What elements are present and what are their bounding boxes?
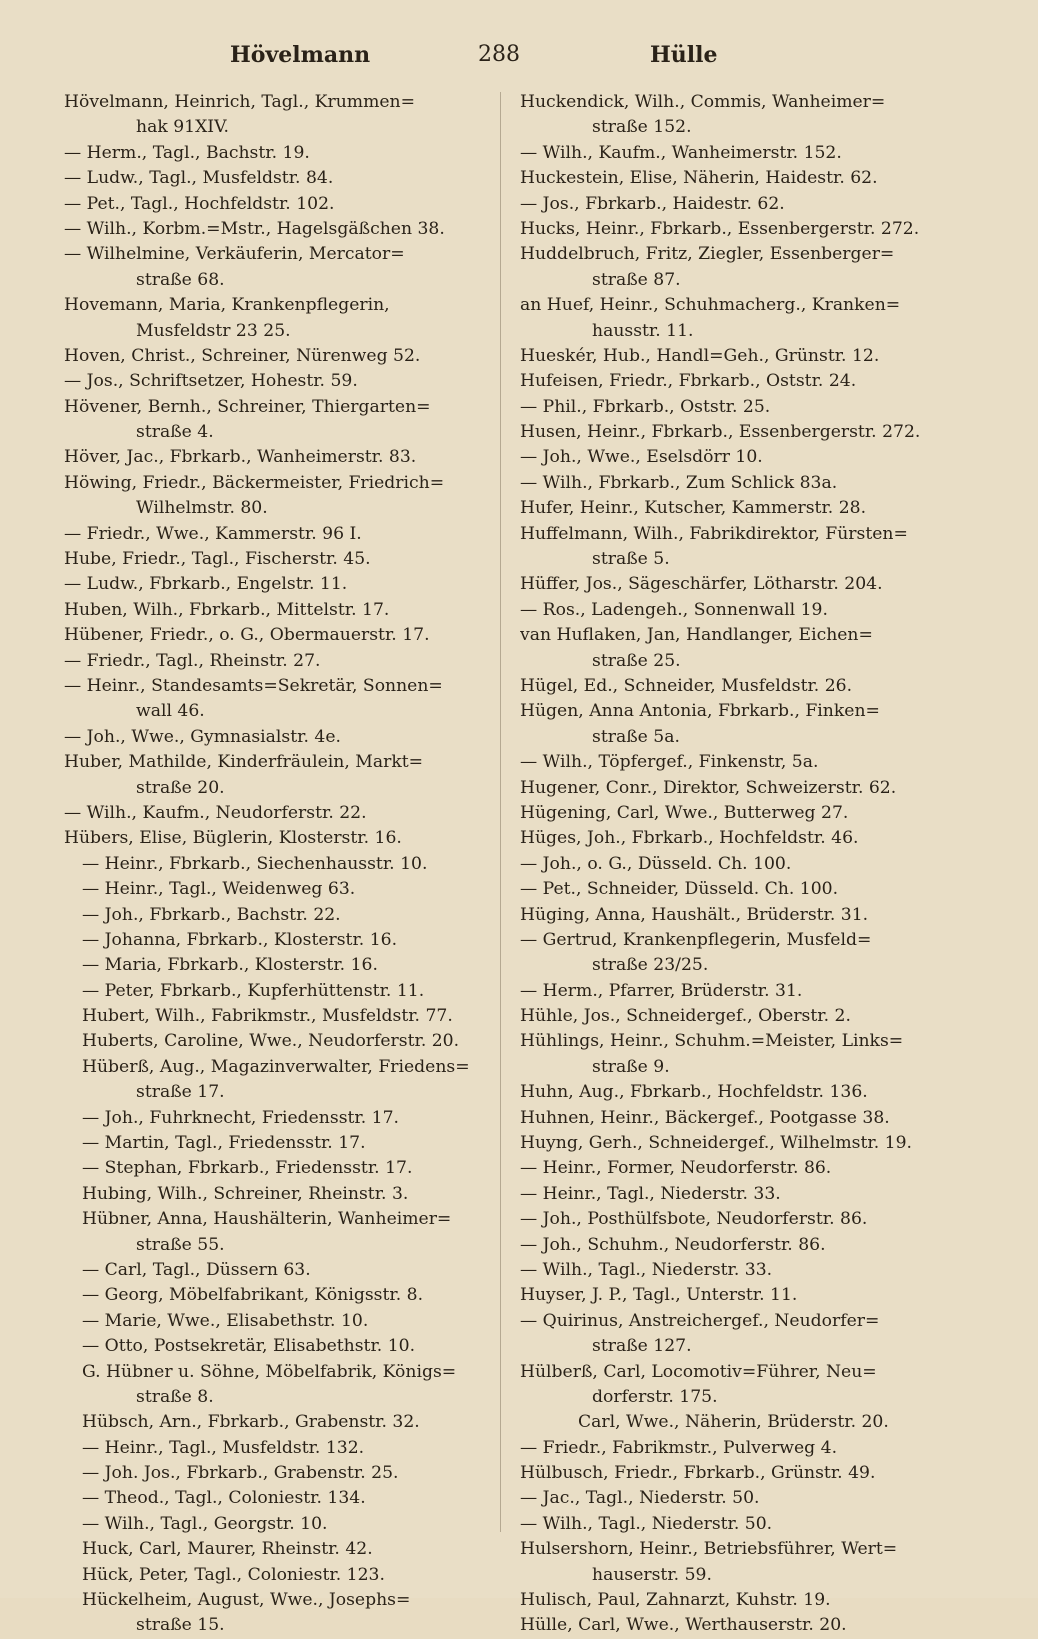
directory-entry-line: — Friedr., Fabrikmstr., Pulverweg 4.: [520, 1437, 838, 1458]
directory-entry-line: — Carl, Tagl., Düssern 63.: [82, 1259, 311, 1280]
directory-entry-line: Huckestein, Elise, Näherin, Haidestr. 62.: [520, 168, 878, 189]
directory-entry-line: hauserstr. 59.: [592, 1564, 712, 1585]
directory-entry-line: Huber, Mathilde, Kinderfräulein, Markt=: [64, 752, 424, 773]
directory-entry-line: straße 5.: [592, 549, 670, 570]
directory-entry-line: Hövelmann, Heinrich, Tagl., Krummen=: [64, 92, 416, 112]
directory-entry-line: — Heinr., Tagl., Niederstr. 33.: [520, 1183, 781, 1204]
directory-entry-line: Hubert, Wilh., Fabrikmstr., Musfeldstr. 77.: [82, 1006, 453, 1027]
directory-entry-line: — Joh., Fbrkarb., Bachstr. 22.: [82, 904, 341, 925]
directory-entry-line: Huben, Wilh., Fbrkarb., Mittelstr. 17.: [64, 599, 390, 620]
directory-entry-line: straße 17.: [136, 1082, 225, 1103]
directory-entry-line: — Joh., Fuhrknecht, Friedensstr. 17.: [82, 1107, 400, 1128]
directory-entry-line: Huddelbruch, Fritz, Ziegler, Essenberger=: [520, 244, 895, 265]
directory-entry-line: — Theod., Tagl., Coloniestr. 134.: [82, 1488, 366, 1509]
directory-entry-line: straße 127.: [592, 1336, 692, 1357]
directory-entry-line: Hübers, Elise, Büglerin, Klosterstr. 16.: [64, 828, 402, 849]
directory-entry-line: — Joh., o. G., Düsseld. Ch. 100.: [520, 853, 792, 874]
directory-entry-line: Hube, Friedr., Tagl., Fischerstr. 45.: [64, 549, 371, 570]
directory-entry-line: straße 8.: [136, 1386, 214, 1407]
directory-entry-line: Hühlings, Heinr., Schuhm.=Meister, Links=: [520, 1031, 904, 1052]
directory-entry-line: Hübener, Friedr., o. G., Obermauerstr. 17.: [64, 625, 430, 646]
directory-entry-line: — Ludw., Tagl., Musfeldstr. 84.: [64, 168, 334, 189]
directory-entry-line: Hühle, Jos., Schneidergef., Oberstr. 2.: [520, 1006, 851, 1027]
directory-entry-line: straße 23/25.: [592, 955, 709, 976]
directory-entry-line: hak 91XIV.: [136, 117, 229, 138]
directory-entry-line: Hovemann, Maria, Krankenpflegerin,: [64, 295, 390, 316]
directory-entry-line: — Johanna, Fbrkarb., Klosterstr. 16.: [82, 929, 398, 950]
directory-entry-line: — Wilh., Korbm.=Mstr., Hagelsgäßchen 38.: [64, 218, 445, 239]
directory-entry-line: — Wilh., Fbrkarb., Zum Schlick 83a.: [520, 472, 838, 493]
directory-entry-line: — Heinr., Former, Neudorferstr. 86.: [520, 1158, 832, 1179]
column-divider: [500, 92, 501, 1532]
directory-entry-line: Hübner, Anna, Haushälterin, Wanheimer=: [82, 1209, 452, 1230]
directory-entry-line: Hück, Peter, Tagl., Coloniestr. 123.: [82, 1564, 385, 1585]
directory-entry-line: — Wilh., Tagl., Niederstr. 33.: [520, 1259, 773, 1280]
directory-entry-line: — Friedr., Wwe., Kammerstr. 96 I.: [64, 523, 362, 544]
directory-entry-line: — Heinr., Standesamts=Sekretär, Sonnen=: [64, 675, 443, 696]
directory-entry-line: Hugener, Conr., Direktor, Schweizerstr. 62.: [520, 777, 897, 798]
directory-entry-line: Husen, Heinr., Fbrkarb., Essenbergerstr. 272.: [520, 422, 921, 443]
directory-entry-line: — Quirinus, Anstreichergef., Neudorfer=: [520, 1310, 880, 1331]
directory-entry-line: Hübsch, Arn., Fbrkarb., Grabenstr. 32.: [82, 1412, 420, 1433]
directory-entry-line: — Pet., Schneider, Düsseld. Ch. 100.: [520, 879, 839, 900]
directory-entry-line: — Heinr., Tagl., Weidenweg 63.: [82, 879, 356, 900]
directory-entry-line: Hövener, Bernh., Schreiner, Thiergarten=: [64, 396, 431, 417]
directory-entry-line: — Gertrud, Krankenpflegerin, Musfeld=: [520, 929, 872, 950]
directory-entry-line: straße 15.: [136, 1615, 225, 1636]
directory-entry-line: — Wilh., Kaufm., Wanheimerstr. 152.: [520, 142, 842, 163]
directory-entry-line: — Wilh., Töpfergef., Finkenstr, 5a.: [520, 752, 819, 773]
directory-entry-line: straße 20.: [136, 777, 225, 798]
directory-entry-line: — Maria, Fbrkarb., Klosterstr. 16.: [82, 955, 378, 976]
directory-entry-line: Huberts, Caroline, Wwe., Neudorferstr. 20.: [82, 1031, 460, 1052]
directory-entry-line: — Jos., Schriftsetzer, Hohestr. 59.: [64, 371, 358, 392]
directory-entry-line: straße 4.: [136, 422, 214, 443]
directory-entry-line: — Martin, Tagl., Friedensstr. 17.: [82, 1133, 366, 1154]
directory-entry-line: Hubing, Wilh., Schreiner, Rheinstr. 3.: [82, 1183, 409, 1204]
directory-entry-line: — Jac., Tagl., Niederstr. 50.: [520, 1488, 760, 1509]
directory-entry-line: — Friedr., Tagl., Rheinstr. 27.: [64, 650, 321, 671]
directory-entry-line: straße 152.: [592, 117, 692, 138]
directory-entry-line: an Huef, Heinr., Schuhmacherg., Kranken=: [520, 295, 901, 316]
directory-entry-line: — Georg, Möbelfabrikant, Königsstr. 8.: [82, 1285, 424, 1306]
directory-entry-line: — Otto, Postsekretär, Elisabethstr. 10.: [82, 1336, 416, 1357]
directory-entry-line: Hucks, Heinr., Fbrkarb., Essenbergerstr. 272.: [520, 218, 920, 239]
directory-entry-line: — Pet., Tagl., Hochfeldstr. 102.: [64, 193, 335, 214]
directory-entry-line: — Ros., Ladengeh., Sonnenwall 19.: [520, 599, 828, 620]
directory-entry-line: van Huflaken, Jan, Handlanger, Eichen=: [520, 625, 873, 646]
directory-entry-line: Carl, Wwe., Näherin, Brüderstr. 20.: [578, 1412, 889, 1433]
directory-entry-line: straße 68.: [136, 269, 225, 290]
directory-entry-line: — Peter, Fbrkarb., Kupferhüttenstr. 11.: [82, 980, 425, 1001]
directory-entry-line: Hulisch, Paul, Zahnarzt, Kuhstr. 19.: [520, 1590, 831, 1611]
header-right-keyword: Hülle: [650, 42, 718, 68]
directory-entry-line: Hülberß, Carl, Locomotiv=Führer, Neu=: [520, 1361, 877, 1382]
directory-entry-line: Hügen, Anna Antonia, Fbrkarb., Finken=: [520, 701, 880, 722]
directory-entry-line: — Herm., Tagl., Bachstr. 19.: [64, 142, 310, 163]
directory-entry-line: wall 46.: [136, 701, 205, 722]
directory-entry-line: dorferstr. 175.: [592, 1386, 718, 1407]
right-column: [520, 90, 972, 1639]
directory-entry-line: Wilhelmstr. 80.: [136, 498, 268, 519]
directory-entry-line: — Wilh., Tagl., Niederstr. 50.: [520, 1513, 773, 1534]
directory-entry-line: Hülle, Carl, Wwe., Werthauserstr. 20.: [520, 1615, 847, 1636]
directory-entry-line: — Wilh., Tagl., Georgstr. 10.: [82, 1513, 328, 1534]
directory-entry-line: Hückelheim, August, Wwe., Josephs=: [82, 1590, 411, 1611]
directory-entry-line: Hüffer, Jos., Sägeschärfer, Lötharstr. 204.: [520, 574, 883, 595]
directory-entry-line: Huffelmann, Wilh., Fabrikdirektor, Fürsten=: [520, 523, 908, 544]
directory-entry-line: straße 55.: [136, 1234, 225, 1255]
directory-entry-line: Hülbusch, Friedr., Fbrkarb., Grünstr. 49.: [520, 1463, 876, 1484]
directory-entry-line: — Wilhelmine, Verkäuferin, Mercator=: [64, 244, 405, 265]
directory-entry-line: G. Hübner u. Söhne, Möbelfabrik, Königs=: [82, 1361, 457, 1382]
directory-entry-line: — Heinr., Fbrkarb., Siechenhausstr. 10.: [82, 853, 428, 874]
directory-entry-line: Huckendick, Wilh., Commis, Wanheimer=: [520, 92, 886, 112]
directory-entry-line: Huyng, Gerh., Schneidergef., Wilhelmstr. 19.: [520, 1133, 912, 1154]
directory-entry-line: Hüging, Anna, Haushält., Brüderstr. 31.: [520, 904, 869, 925]
directory-entry-line: Musfeldstr 23 25.: [136, 320, 291, 341]
directory-entry-line: — Joh., Schuhm., Neudorferstr. 86.: [520, 1234, 826, 1255]
directory-entry-line: — Wilh., Kaufm., Neudorferstr. 22.: [64, 802, 367, 823]
directory-entry-line: Huyser, J. P., Tagl., Unterstr. 11.: [520, 1285, 798, 1306]
directory-entry-line: — Joh. Jos., Fbrkarb., Grabenstr. 25.: [82, 1463, 399, 1484]
directory-entry-line: Huhnen, Heinr., Bäckergef., Pootgasse 38.: [520, 1107, 890, 1128]
directory-entry-line: Hufer, Heinr., Kutscher, Kammerstr. 28.: [520, 498, 867, 519]
directory-entry-line: — Stephan, Fbrkarb., Friedensstr. 17.: [82, 1158, 413, 1179]
directory-entry-line: Hügening, Carl, Wwe., Butterweg 27.: [520, 802, 849, 823]
directory-entry-line: — Heinr., Tagl., Musfeldstr. 132.: [82, 1437, 365, 1458]
directory-entry-line: straße 5a.: [592, 726, 680, 747]
left-column: [64, 90, 494, 1639]
directory-entry-line: — Joh., Wwe., Eselsdörr 10.: [520, 447, 763, 468]
directory-entry-line: Huhn, Aug., Fbrkarb., Hochfeldstr. 136.: [520, 1082, 868, 1103]
directory-entry-line: — Joh., Wwe., Gymnasialstr. 4e.: [64, 726, 341, 747]
directory-entry-line: Hulsershorn, Heinr., Betriebsführer, Wert=: [520, 1539, 898, 1560]
directory-entry-line: Hüberß, Aug., Magazinverwalter, Friedens=: [82, 1056, 470, 1077]
directory-entry-line: Hüges, Joh., Fbrkarb., Hochfeldstr. 46.: [520, 828, 859, 849]
directory-entry-line: straße 25.: [592, 650, 681, 671]
directory-entry-line: Hufeisen, Friedr., Fbrkarb., Oststr. 24.: [520, 371, 857, 392]
directory-entry-line: Höver, Jac., Fbrkarb., Wanheimerstr. 83.: [64, 447, 417, 468]
directory-entry-line: — Phil., Fbrkarb., Oststr. 25.: [520, 396, 771, 417]
directory-entry-line: Hügel, Ed., Schneider, Musfeldstr. 26.: [520, 675, 853, 696]
directory-entry-line: — Joh., Posthülfsbote, Neudorferstr. 86.: [520, 1209, 868, 1230]
directory-entry-line: — Ludw., Fbrkarb., Engelstr. 11.: [64, 574, 348, 595]
page-number: 288: [478, 42, 520, 67]
directory-entry-line: Huck, Carl, Maurer, Rheinstr. 42.: [82, 1539, 373, 1560]
directory-entry-line: — Marie, Wwe., Elisabethstr. 10.: [82, 1310, 369, 1331]
directory-entry-line: — Jos., Fbrkarb., Haidestr. 62.: [520, 193, 785, 214]
directory-entry-line: hausstr. 11.: [592, 320, 694, 341]
directory-entry-line: straße 87.: [592, 269, 681, 290]
directory-entry-line: Hoven, Christ., Schreiner, Nürenweg 52.: [64, 345, 421, 366]
directory-entry-line: — Herm., Pfarrer, Brüderstr. 31.: [520, 980, 803, 1001]
directory-entry-line: straße 9.: [592, 1056, 670, 1077]
running-header: [0, 40, 1038, 80]
header-left-keyword: Hövelmann: [230, 42, 371, 68]
directory-entry-line: Hueskér, Hub., Handl=Geh., Grünstr. 12.: [520, 345, 880, 366]
directory-entry-line: Höwing, Friedr., Bäckermeister, Friedrich=: [64, 472, 445, 493]
